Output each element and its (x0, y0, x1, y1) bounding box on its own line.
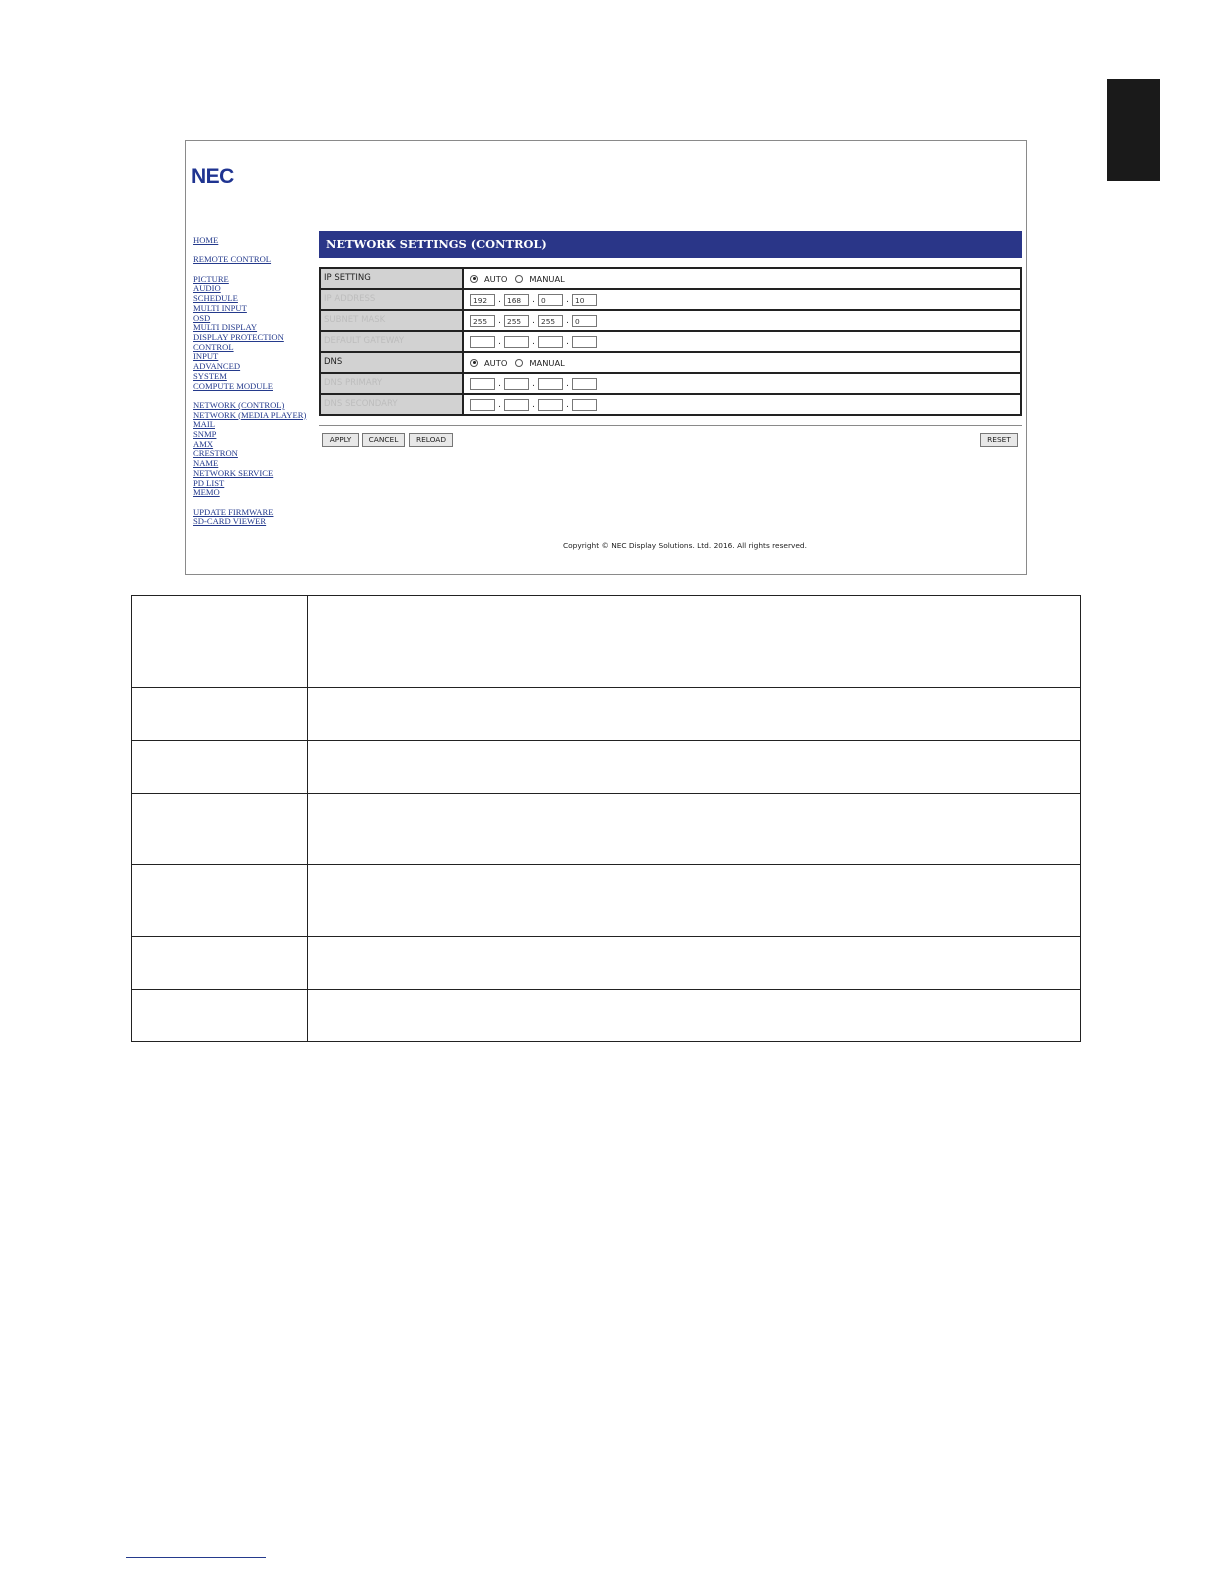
description-table (131, 595, 1081, 1042)
nav-link-compute-module[interactable]: COMPUTE MODULE (193, 380, 273, 391)
ip-octet-input[interactable] (538, 378, 563, 390)
form-row-dns-secondary (321, 395, 1020, 414)
table-cell (308, 990, 1081, 1042)
nav-link-multi-display[interactable]: MULTI DISPLAY (193, 322, 258, 333)
table-cell (308, 794, 1081, 865)
nav-link-osd[interactable]: OSD (193, 312, 211, 323)
nav-link-input[interactable]: INPUT (193, 351, 219, 362)
ip-octet-input[interactable]: 255 (504, 315, 529, 327)
form-row-default-gateway (321, 332, 1020, 353)
octet-separator: . (532, 315, 535, 326)
octet-separator: . (498, 294, 501, 305)
ip-octet-input[interactable]: 168 (504, 294, 529, 306)
nav-link-network-service[interactable]: NETWORK SERVICE (193, 467, 274, 478)
ip-setting-manual-radio[interactable] (515, 275, 523, 283)
nav-link-multi-input[interactable]: MULTI INPUT (193, 302, 247, 313)
octet-separator: . (566, 294, 569, 305)
ip-address-octets (464, 290, 1020, 309)
field-label: DNS SECONDARY (321, 395, 464, 414)
ip-octet-input[interactable] (538, 336, 563, 348)
octet-separator: . (566, 315, 569, 326)
radio-label: AUTO (484, 273, 508, 284)
ip-octet-input[interactable] (504, 336, 529, 348)
octet-separator: . (532, 336, 535, 347)
radio-label: MANUAL (529, 273, 565, 284)
table-cell (132, 937, 308, 990)
ip-setting-options (464, 269, 1020, 288)
table-row (132, 794, 1081, 865)
table-cell (308, 865, 1081, 937)
nec-logo: NEC (191, 165, 234, 188)
field-label: DNS (321, 353, 464, 372)
nav-link-mail[interactable]: MAIL (193, 419, 215, 430)
octet-separator: . (532, 294, 535, 305)
nav-link-display-protection[interactable]: DISPLAY PROTECTION (193, 332, 284, 342)
copyright-notice: Copyright © NEC Display Solutions. Ltd. 2016. All rights reserved. (563, 541, 807, 550)
nav-link-audio[interactable]: AUDIO (193, 283, 221, 294)
table-cell (132, 990, 308, 1042)
ip-octet-input[interactable] (470, 399, 495, 411)
field-label: DNS PRIMARY (321, 374, 464, 393)
table-cell (132, 794, 308, 865)
ip-octet-input[interactable] (504, 378, 529, 390)
nav-link-memo[interactable]: MEMO (193, 487, 220, 498)
table-row (132, 865, 1081, 937)
ip-setting-auto-radio[interactable] (470, 275, 478, 283)
browser-screenshot (185, 140, 1027, 575)
ip-octet-input[interactable] (504, 399, 529, 411)
ip-octet-input[interactable] (538, 399, 563, 411)
nav-link-amx[interactable]: AMX (193, 438, 214, 449)
table-cell (132, 741, 308, 794)
table-cell (132, 865, 308, 937)
form-row-ip-address (321, 290, 1020, 311)
ip-octet-input[interactable]: 10 (572, 294, 597, 306)
field-label: SUBNET MASK (321, 311, 464, 330)
nav-link-network-control[interactable]: NETWORK (CONTROL) (193, 399, 285, 410)
nav-link-advanced[interactable]: ADVANCED (193, 361, 241, 372)
nav-link-system[interactable]: SYSTEM (193, 370, 227, 381)
cancel-button[interactable]: CANCEL (362, 433, 405, 447)
table-row (132, 688, 1081, 741)
default-gateway-octets (464, 332, 1020, 351)
apply-button[interactable]: APPLY (322, 433, 359, 447)
form-row-dns-primary (321, 374, 1020, 395)
octet-separator: . (566, 399, 569, 410)
network-settings-form (319, 267, 1022, 416)
settings-panel (319, 231, 1022, 447)
sidebar-nav (193, 236, 315, 527)
octet-separator: . (566, 378, 569, 389)
table-row (132, 990, 1081, 1042)
dns-primary-octets (464, 374, 1020, 393)
octet-separator: . (498, 336, 501, 347)
field-label: IP SETTING (321, 269, 464, 288)
table-row (132, 937, 1081, 990)
ip-octet-input[interactable] (572, 399, 597, 411)
field-label: DEFAULT GATEWAY (321, 332, 464, 351)
table-cell (308, 688, 1081, 741)
page-title: NETWORK SETTINGS (CONTROL) (319, 231, 1022, 258)
divider (319, 425, 1022, 426)
footnote-rule (126, 1557, 266, 1558)
table-cell (308, 596, 1081, 688)
octet-separator: . (498, 378, 501, 389)
button-bar (319, 433, 1022, 447)
nav-link-home[interactable]: HOME (193, 235, 219, 245)
dns-options (464, 353, 1020, 372)
nav-link-snmp[interactable]: SNMP (193, 429, 217, 440)
ip-octet-input[interactable]: 255 (470, 315, 495, 327)
form-row-dns (321, 353, 1020, 374)
dns-auto-radio[interactable] (470, 359, 478, 367)
ip-octet-input[interactable]: 0 (538, 294, 563, 306)
form-row-ip-setting (321, 269, 1020, 290)
octet-separator: . (566, 336, 569, 347)
radio-label: MANUAL (529, 357, 565, 368)
ip-octet-input[interactable] (470, 378, 495, 390)
ip-octet-input[interactable] (572, 336, 597, 348)
nav-link-remote-control[interactable]: REMOTE CONTROL (193, 254, 272, 265)
nav-link-control[interactable]: CONTROL (193, 341, 234, 352)
octet-separator: . (498, 399, 501, 410)
octet-separator: . (498, 315, 501, 326)
nav-link-crestron[interactable]: CRESTRON (193, 448, 238, 459)
table-cell (308, 937, 1081, 990)
nav-link-update-firmware[interactable]: UPDATE FIRMWARE (193, 506, 274, 517)
nav-link-picture[interactable]: PICTURE (193, 273, 229, 284)
dns-secondary-octets (464, 395, 1020, 414)
octet-separator: . (532, 399, 535, 410)
table-row (132, 596, 1081, 688)
radio-label: AUTO (484, 357, 508, 368)
reset-button[interactable]: RESET (980, 433, 1018, 447)
ip-octet-input[interactable] (470, 336, 495, 348)
field-label: IP ADDRESS (321, 290, 464, 309)
ip-octet-input[interactable]: 192 (470, 294, 495, 306)
nav-link-sd-card-viewer[interactable]: SD-CARD VIEWER (193, 516, 267, 527)
chapter-tab (1107, 79, 1160, 181)
dns-manual-radio[interactable] (515, 359, 523, 367)
octet-separator: . (532, 378, 535, 389)
nav-link-network-media-player[interactable]: NETWORK (MEDIA PLAYER) (193, 409, 307, 420)
ip-octet-input[interactable]: 0 (572, 315, 597, 327)
table-cell (308, 741, 1081, 794)
nav-link-schedule[interactable]: SCHEDULE (193, 293, 238, 304)
nav-link-name[interactable]: NAME (193, 458, 219, 469)
ip-octet-input[interactable] (572, 378, 597, 390)
table-cell (132, 596, 308, 688)
table-cell (132, 688, 308, 741)
form-row-subnet-mask (321, 311, 1020, 332)
table-row (132, 741, 1081, 794)
reload-button[interactable]: RELOAD (409, 433, 453, 447)
nav-link-pd-list[interactable]: PD LIST (193, 477, 225, 488)
subnet-mask-octets (464, 311, 1020, 330)
ip-octet-input[interactable]: 255 (538, 315, 563, 327)
